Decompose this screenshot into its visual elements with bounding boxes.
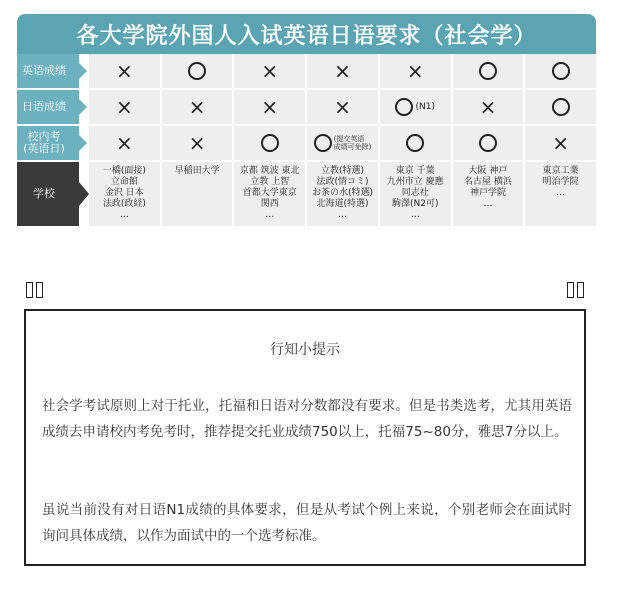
table-cell — [89, 126, 160, 160]
table-cell — [307, 90, 378, 124]
tips-paragraph-1: 社会学考试原则上对于托业，托福和日语对分数都没有要求。但是书类选考，尤其用英语成绩去申请校内考免考时，推荐提交托业成绩750以上，托福75~80分，雅思7分以上。 — [42, 398, 572, 440]
cross-mark-icon: × — [261, 59, 279, 83]
cross-mark-icon: × — [334, 59, 351, 83]
table-cell — [162, 126, 233, 160]
row-header-schools — [17, 162, 79, 226]
circle-mark-icon — [188, 62, 206, 80]
table-cell — [162, 54, 233, 88]
circle-mark-icon — [552, 62, 570, 80]
cross-mark-icon: × — [479, 95, 497, 119]
cell-note: (提交英语 成绩可免除) — [333, 135, 372, 151]
cross-mark-icon: × — [552, 131, 570, 155]
table-cell — [525, 54, 596, 88]
circle-mark-icon — [479, 62, 497, 80]
table-cell — [380, 126, 451, 160]
table-cell — [453, 90, 524, 124]
tips-title: 行知小提示 — [270, 342, 340, 358]
school-list-cell: 一橋(面接) 立命館 金沢 日本 法政(政経) … — [89, 162, 160, 226]
school-list-cell: 立教(特選) 法政(情コミ) お茶の水(特選) 北海道(特選) … — [307, 162, 378, 226]
tips-paragraph-2: 虽说当前没有对日语N1成绩的具体要求，但是从考试个例上来说，个别老师会在面试时询问具体成绩，以作为面试中的一个选考标准。 — [42, 502, 572, 544]
circle-mark-icon — [552, 98, 570, 116]
table-cell — [89, 54, 160, 88]
school-list-cell: 大阪 神戸 名古屋 横浜 神戸学院 … — [453, 162, 524, 226]
table-cell — [307, 54, 378, 88]
table-cell — [525, 90, 596, 124]
row-header-label: 校内考 (英语日) — [23, 130, 65, 155]
school-list-cell: 東京工業 明治学院 … — [525, 162, 596, 226]
school-list-cell: 早稲田大学 — [162, 162, 233, 226]
row-header-label: 英语成绩 — [22, 64, 66, 77]
row-header-label: 学校 — [33, 187, 55, 200]
table-cell — [89, 90, 160, 124]
school-list-cell: 東京 千葉 九州市立 慶應 同志社 駒澤(N2可) … — [380, 162, 451, 226]
row-header-label: 日语成绩 — [22, 100, 66, 113]
decor-brackets-left — [26, 282, 46, 300]
cell-note: (N1) — [415, 102, 435, 112]
table-cell — [234, 90, 305, 124]
table-cell — [380, 54, 451, 88]
table-cell — [234, 126, 305, 160]
circle-mark-icon — [395, 98, 413, 116]
cross-mark-icon: × — [334, 95, 351, 119]
row-header — [17, 90, 79, 124]
decor-brackets-right — [567, 282, 587, 300]
circle-mark-icon — [314, 134, 332, 152]
table-cell — [380, 90, 451, 124]
cross-mark-icon: × — [115, 59, 133, 83]
table-cell — [307, 126, 378, 160]
cross-mark-icon: × — [115, 131, 133, 155]
table-cell — [453, 126, 524, 160]
table-row — [17, 90, 596, 124]
cross-mark-icon: × — [188, 131, 206, 155]
row-header — [17, 126, 79, 160]
circle-mark-icon — [479, 134, 497, 152]
row-header — [17, 54, 79, 88]
table-cell — [162, 90, 233, 124]
circle-mark-icon — [261, 134, 279, 152]
cross-mark-icon: × — [261, 95, 279, 119]
cross-mark-icon: × — [406, 59, 424, 83]
table-cell — [525, 126, 596, 160]
school-list-cell: 京都 筑波 東北 立教 上智 首都大学東京 関西 … — [234, 162, 305, 226]
requirements-table — [17, 54, 596, 226]
table-title: 各大学院外国人入试英语日语要求（社会学） — [17, 14, 596, 54]
tips-box — [24, 309, 586, 566]
cross-mark-icon: × — [188, 95, 206, 119]
table-cell — [453, 54, 524, 88]
table-row — [17, 126, 596, 160]
table-row-schools — [17, 162, 596, 226]
cross-mark-icon: × — [115, 95, 133, 119]
circle-mark-icon — [406, 134, 424, 152]
table-row — [17, 54, 596, 88]
table-cell — [234, 54, 305, 88]
